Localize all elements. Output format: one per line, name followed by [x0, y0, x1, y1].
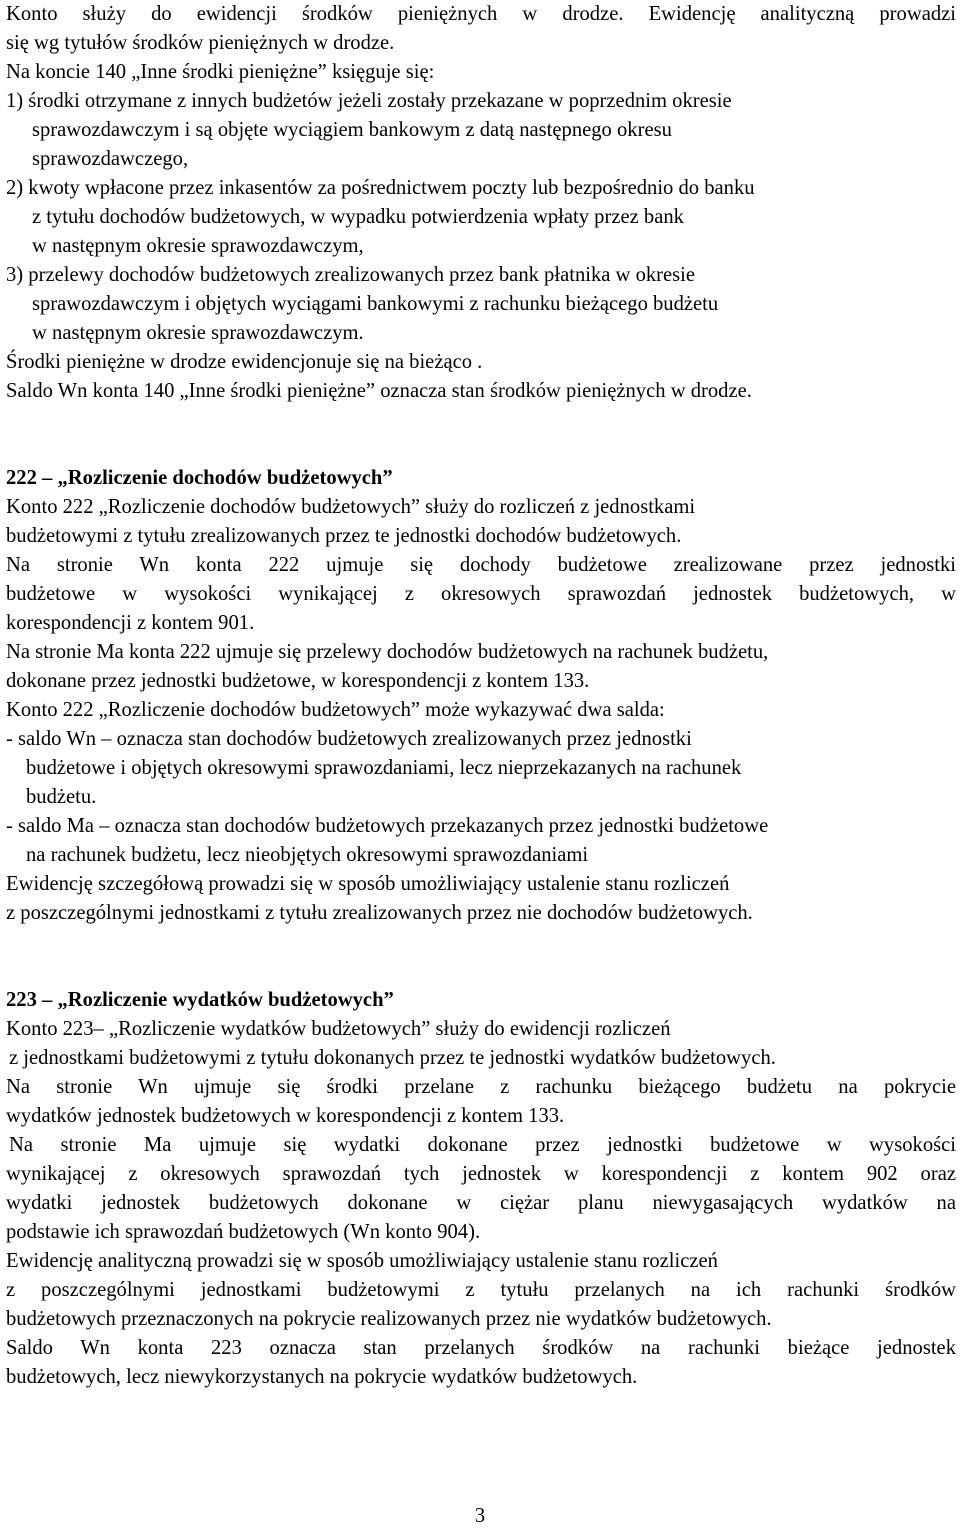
spacer: [6, 928, 956, 986]
text-line: Ewidencję analityczną prowadzi się w sposób umożliwiający ustalenie stanu rozliczeń: [6, 1250, 718, 1272]
text-line: korespondencji z kontem 901.: [6, 612, 255, 634]
text-line: Na koncie 140 „Inne środki pieniężne” księguje się:: [6, 61, 435, 83]
text-line: Konto 223– „Rozliczenie wydatków budżetowych” służy do ewidencji rozliczeń: [6, 1018, 671, 1040]
spacer: [6, 406, 956, 464]
text-line: wynikającej z okresowych sprawozdań tych jednostek w korespondencji z kontem 902 oraz: [6, 1163, 956, 1185]
text-line: wydatki jednostek budżetowych dokonane w ciężar planu niewygasających wydatków na: [6, 1192, 956, 1214]
list-item-3: 3) przelewy dochodów budżetowych zrealizowanych przez bank płatnika w okresie: [6, 264, 696, 286]
text-line: Saldo Wn konta 223 oznacza stan przelanych środków na rachunki bieżące jednostek: [6, 1337, 956, 1359]
text-line: wydatków jednostek budżetowych w korespondencji z kontem 133.: [6, 1105, 565, 1127]
text-line: budżetowymi z tytułu zrealizowanych przez te jednostki dochodów budżetowych.: [6, 525, 682, 547]
text-line: z poszczególnymi jednostkami z tytułu zrealizowanych przez nie dochodów budżetowych.: [6, 902, 753, 924]
text-line: budżetowe i objętych okresowymi sprawozdaniami, lecz nieprzekazanych na rachunek: [26, 757, 742, 779]
text-line: sprawozdawczym i są objęte wyciągiem bankowym z datą następnego okresu: [32, 119, 672, 141]
text-line: budżetowe w wysokości wynikającej z okresowych sprawozdań jednostek budżetowych, w: [6, 583, 956, 605]
text-line: podstawie ich sprawozdań budżetowych (Wn konto 904).: [6, 1221, 481, 1243]
text-line: - saldo Wn – oznacza stan dochodów budżetowych zrealizowanych przez jednostki: [6, 728, 692, 750]
text-line: Na stronie Wn konta 222 ujmuje się dochody budżetowe zrealizowane przez jednostki: [6, 554, 956, 576]
list-item-2: 2) kwoty wpłacone przez inkasentów za pośrednictwem poczty lub bezpośrednio do banku: [6, 177, 755, 199]
text-line: Konto służy do ewidencji środków pieniężnych w drodze. Ewidencję analityczną prowadzi: [6, 3, 956, 25]
text-line: na rachunek budżetu, lecz nieobjętych okresowymi sprawozdaniami: [26, 844, 589, 866]
text-line: z poszczególnymi jednostkami budżetowymi z tytułu przelanych na ich rachunki środków: [6, 1279, 956, 1301]
text-line: się wg tytułów środków pieniężnych w drodze.: [6, 32, 395, 54]
text-line: - saldo Ma – oznacza stan dochodów budżetowych przekazanych przez jednostki budżetowe: [6, 815, 769, 837]
text-line: w następnym okresie sprawozdawczym.: [32, 322, 364, 344]
text-line: Na stronie Ma konta 222 ujmuje się przelewy dochodów budżetowych na rachunek budżetu,: [6, 641, 769, 663]
text-line: Na stronie Ma ujmuje się wydatki dokonane przez jednostki budżetowe w wysokości: [9, 1134, 956, 1156]
section-heading-222: 222 – „Rozliczenie dochodów budżetowych”: [6, 467, 393, 489]
text-line: Ewidencję szczegółową prowadzi się w sposób umożliwiający ustalenie stanu rozliczeń: [6, 873, 730, 895]
list-item-1: 1) środki otrzymane z innych budżetów jeżeli zostały przekazane w poprzednim okresie: [6, 90, 732, 112]
document-page: [6, 0, 956, 1392]
text-line: w następnym okresie sprawozdawczym,: [32, 235, 364, 257]
text-line: budżetowych, lecz niewykorzystanych na pokrycie wydatków budżetowych.: [6, 1366, 638, 1388]
text-line: Saldo Wn konta 140 „Inne środki pieniężne” oznacza stan środków pieniężnych w drodze.: [6, 380, 752, 402]
page-number: 3: [474, 1505, 486, 1527]
text-line: Na stronie Wn ujmuje się środki przelane z rachunku bieżącego budżetu na pokrycie: [6, 1076, 956, 1098]
text-line: Środki pieniężne w drodze ewidencjonuje się na bieżąco .: [6, 351, 483, 373]
text-line: Konto 222 „Rozliczenie dochodów budżetowych” może wykazywać dwa salda:: [6, 699, 665, 721]
text-line: budżetowych przeznaczonych na pokrycie realizowanych przez nie wydatków budżetowych.: [6, 1308, 772, 1330]
text-line: Konto 222 „Rozliczenie dochodów budżetowych” służy do rozliczeń z jednostkami: [6, 496, 696, 518]
text-line: z tytułu dochodów budżetowych, w wypadku potwierdzenia wpłaty przez bank: [32, 206, 684, 228]
text-line: budżetu.: [26, 786, 97, 808]
section-heading-223: 223 – „Rozliczenie wydatków budżetowych”: [6, 989, 394, 1011]
text-line: dokonane przez jednostki budżetowe, w korespondencji z kontem 133.: [6, 670, 590, 692]
text-line: sprawozdawczego,: [32, 148, 189, 170]
text-line: z jednostkami budżetowymi z tytułu dokonanych przez te jednostki wydatków budżetowych.: [9, 1047, 776, 1069]
text-line: sprawozdawczym i objętych wyciągami bankowymi z rachunku bieżącego budżetu: [32, 293, 719, 315]
